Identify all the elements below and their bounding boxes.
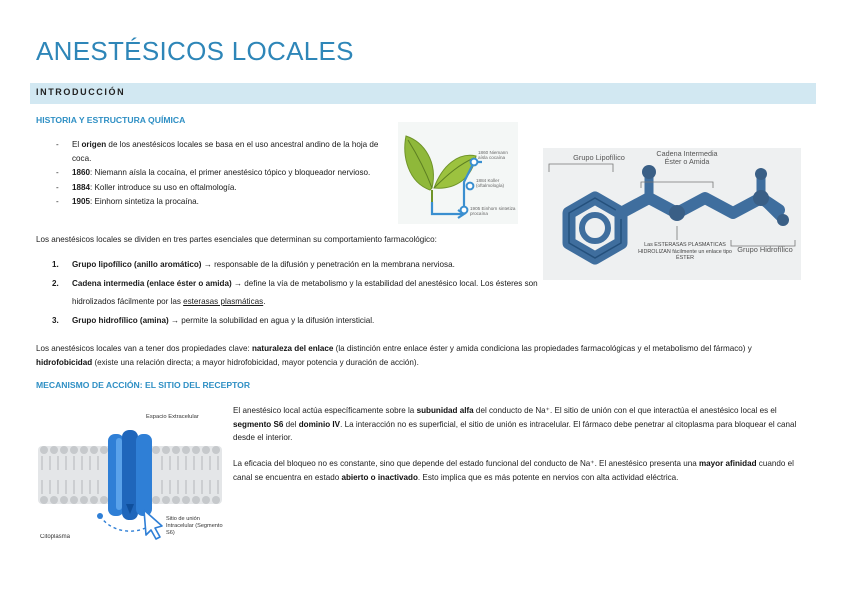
cytoplasm-label: Citoplasma — [40, 534, 71, 540]
section-title: INTRODUCCIÓN — [36, 87, 126, 97]
section-bar — [30, 83, 816, 104]
timeline-label-1905: 1905 Einhorn sintetiza procaína — [470, 206, 516, 217]
extracellular-label: Espacio Extracelular — [146, 414, 199, 420]
timeline-point — [471, 159, 478, 166]
list-item: - 1884: Koller introduce su uso en oftalmología. — [56, 182, 237, 192]
timeline-point — [467, 183, 474, 190]
page-title: ANESTÉSICOS LOCALES — [36, 36, 354, 66]
history-heading: HISTORIA Y ESTRUCTURA QUÍMICA — [36, 115, 186, 125]
ester-note: Las ESTERASAS PLASMÁTICAS HIDROLIZAN fácilmente un enlace tipo ÉSTER — [638, 242, 732, 262]
mechanism-paragraph-2: La eficacia del bloqueo no es constante, sino que depende del estado funcional del conducto de Na⁺. El anestésico presenta una mayor afinidad cuando el canal se encuentra en estado abierto o inactivado. Esto implica que es más potente en nervios con alta actividad eléctrica. — [233, 459, 794, 482]
list-item: - 1860: Niemann aísla la cocaína, el primer anestésico tópico y bloqueador nervioso. — [56, 168, 371, 178]
membrane-figure — [36, 404, 224, 550]
sodium-channel — [108, 430, 152, 520]
binding-site-label: Sitio de unión Intracelular (Segmento S6) — [166, 516, 223, 536]
list-item: 1. Grupo lipofílico (anillo aromático) → responsable de la difusión y penetración en la membrana nerviosa. — [52, 260, 455, 269]
hydrophilic-label: Grupo Hidrofílico — [737, 246, 793, 254]
timeline-label-1884: 1884 Koller (oftalmología) — [476, 178, 505, 189]
mechanism-heading: MECANISMO DE ACCIÓN: EL SITIO DEL RECEPTOR — [36, 380, 251, 390]
timeline-figure — [398, 122, 518, 224]
list-item: - 1905: Einhorn sintetiza la procaína. — [56, 196, 199, 206]
parts-list — [50, 256, 540, 330]
chain-label: Cadena Intermedia Éster o Amida — [656, 150, 718, 167]
timeline-point — [461, 207, 468, 214]
history-list — [56, 138, 386, 209]
mechanism-paragraph-1: El anestésico local actúa específicamente sobre la subunidad alfa del conducto de Na⁺. El sitio de unión con el que interactúa el anestésico local es el segmento S6 del dominio IV. La interacción no es superficial, el sitio de unión es intracelular. El fármaco debe penetrar al citoplasma para bloquear el canal desde el interior. — [233, 406, 797, 442]
structure-figure — [543, 148, 801, 280]
parts-intro: Los anestésicos locales se dividen en tres partes esenciales que determinan su comportamiento farmacológico: — [36, 235, 437, 244]
list-item: - El origen de los anestésicos locales se basa en el uso ancestral andino de la hoja de coca. — [56, 140, 379, 164]
lipophilic-label: Grupo Lipofílico — [573, 154, 625, 162]
properties-paragraph: Los anestésicos locales van a tener dos propiedades clave: naturaleza del enlace (la distinción entre enlace éster y amida condiciona las propiedades farmacológicas y el metabolismo del fármaco) y hidrofobicidad (existe una relación directa; a mayor hidrofobicidad, mayor potencia y duración de acción). — [36, 344, 752, 367]
list-item: 2. Cadena intermedia (enlace éster o amida) → define la vía de metabolismo y la estabilidad del anestésico local. Los ésteres son hidrolizados fácilmente por las esterasas plasmáticas. — [52, 278, 538, 306]
list-item: 3. Grupo hidrofílico (amina) → permite la solubilidad en agua y la difusión intersticial. — [52, 315, 375, 325]
timeline-label-1860: 1860 Niemann aísla cocaína — [478, 150, 508, 161]
